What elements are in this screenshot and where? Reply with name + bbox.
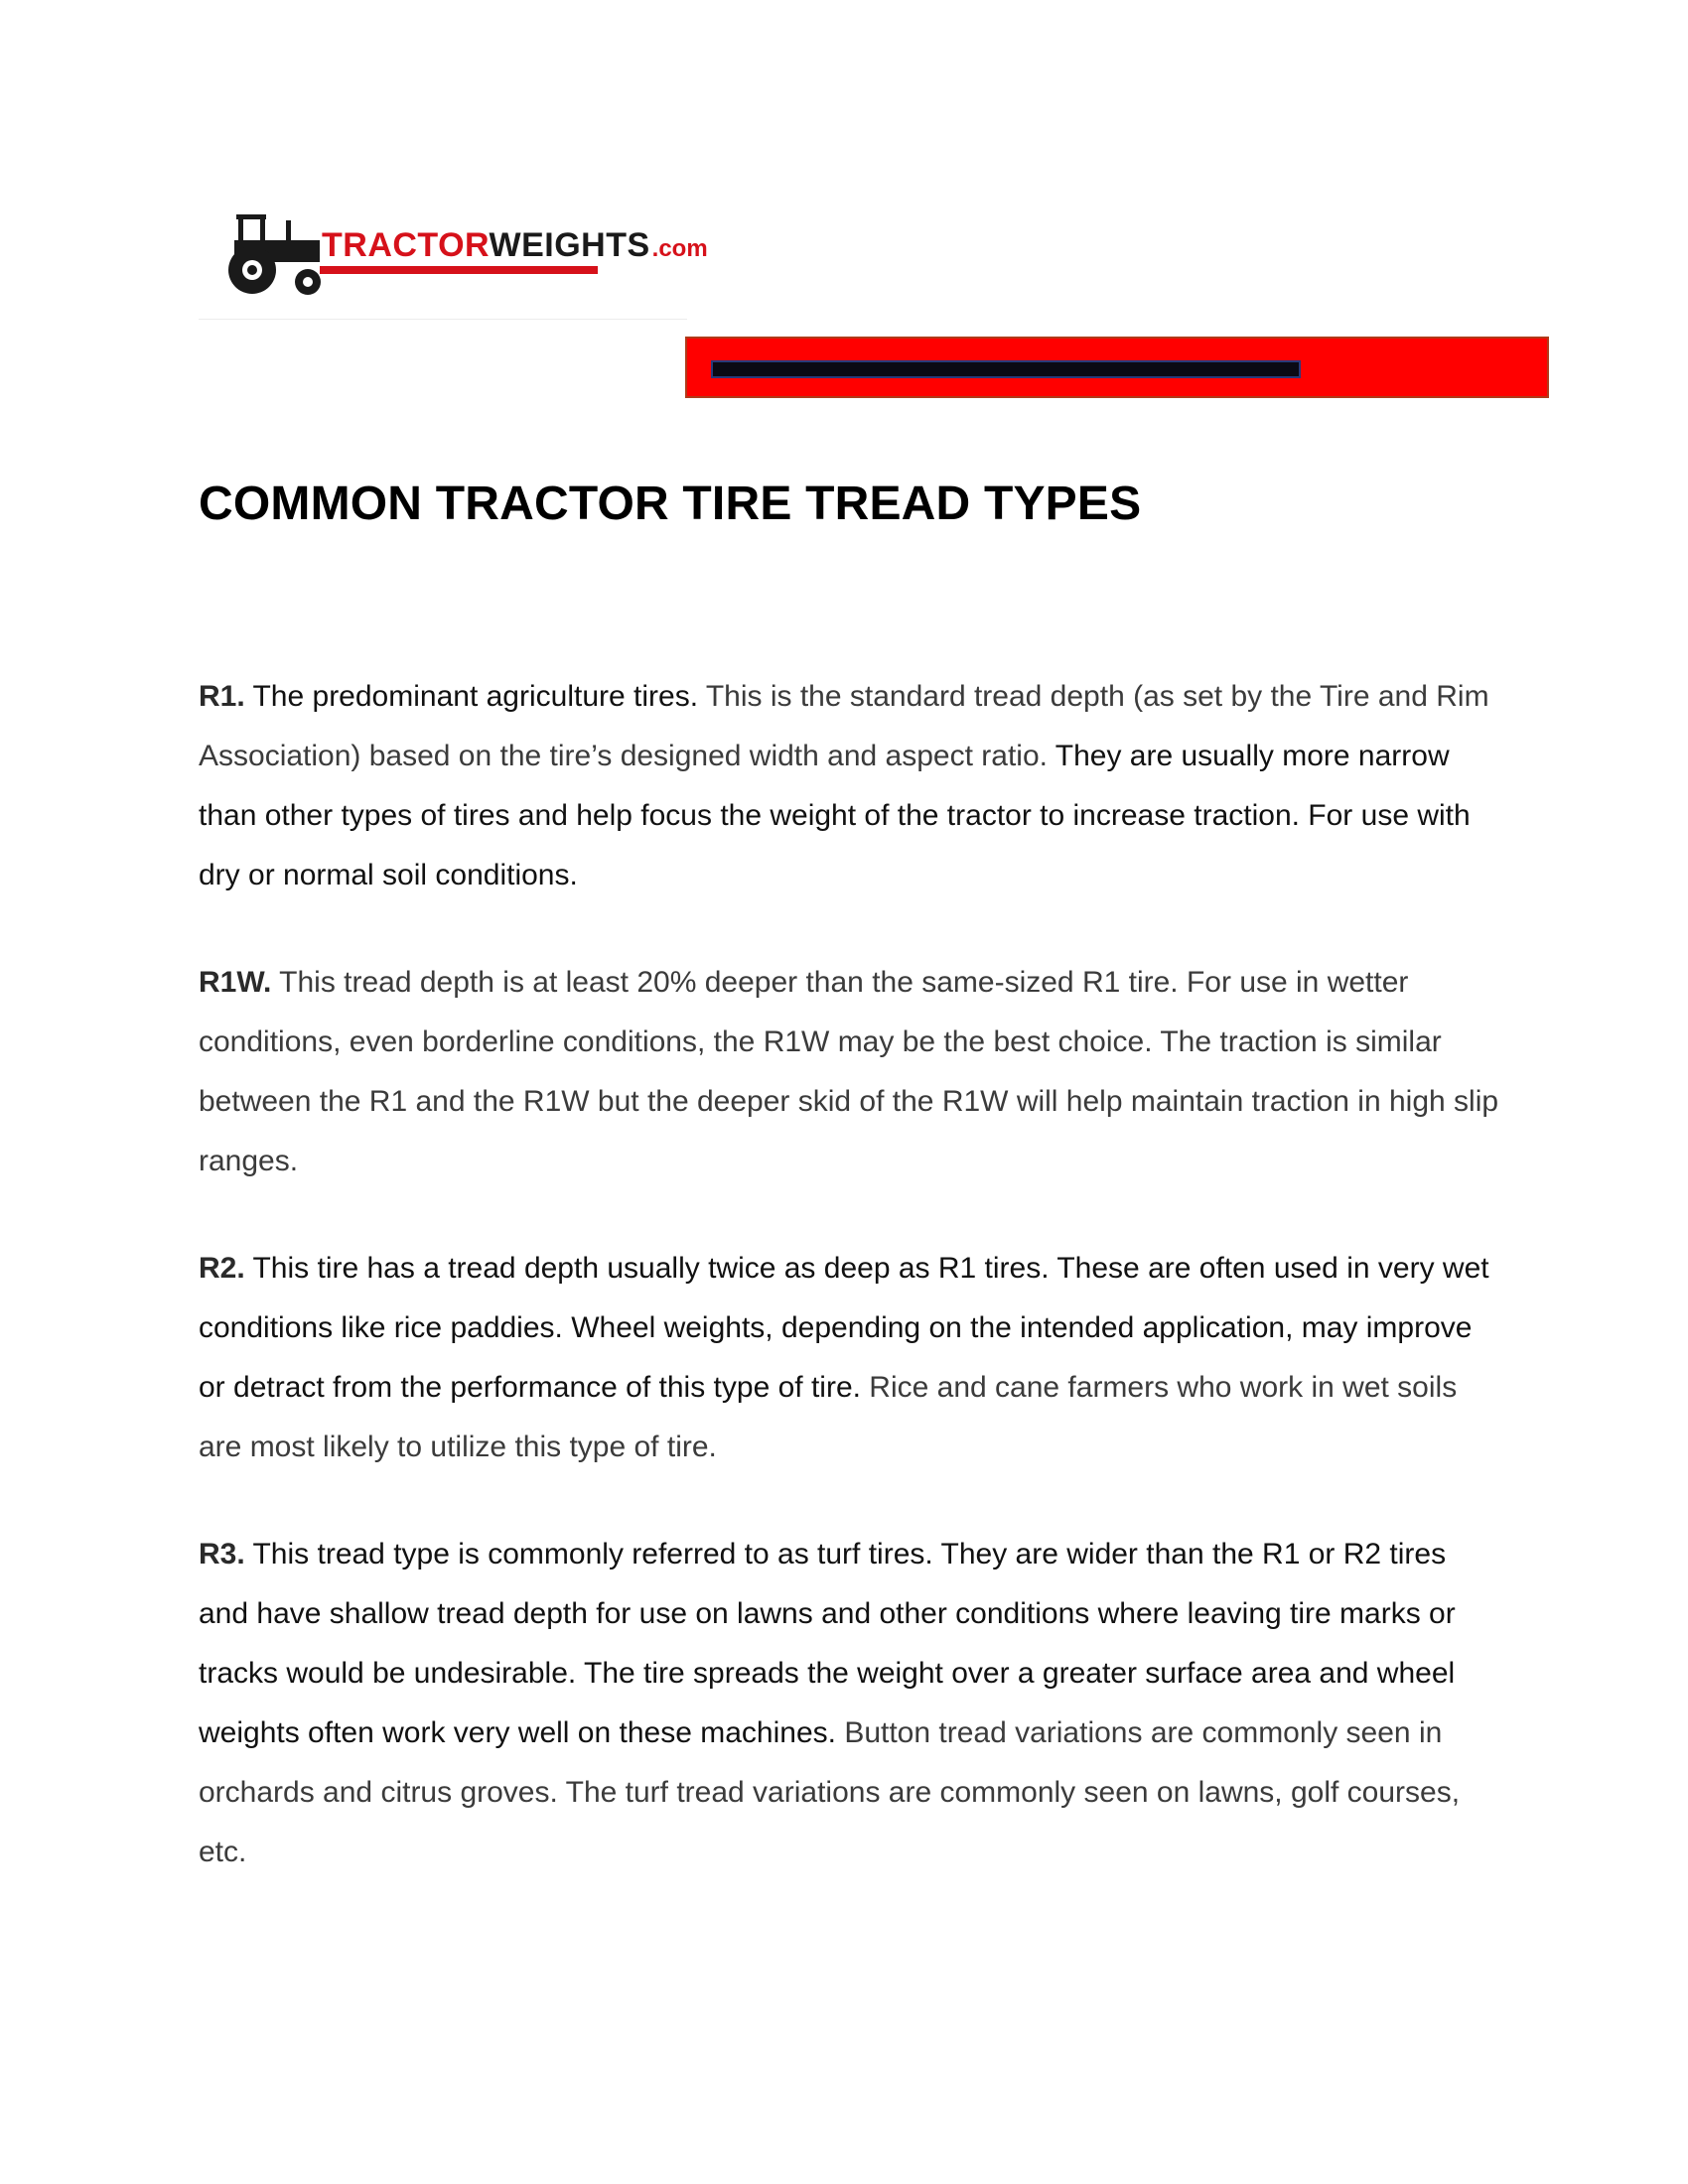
- document-body: [199, 667, 1499, 1930]
- section-r1w: [199, 953, 1499, 1191]
- section-text: The predominant agriculture tires.: [244, 680, 706, 713]
- term-label: R1.: [199, 680, 245, 713]
- logo-domain-text: .com: [651, 235, 708, 262]
- section-r1: [199, 667, 1499, 905]
- logo-underline: [320, 266, 598, 274]
- logo-tractor-text: TRACTOR: [322, 226, 490, 264]
- section-text: They are usually more narrow than other types of tires and help focus the weight of the tractor to increase traction. For use with dry or normal soil conditions.: [199, 740, 1471, 891]
- section-text-secondary: Button tread variations are commonly seen in orchards and citrus groves. The turf tread variations are commonly seen on lawns, golf courses, etc.: [199, 1716, 1461, 1868]
- section-text-secondary: This is the standard tread depth (as set by the Tire and Rim Association) based on the tire’s designed width and aspect ratio.: [199, 680, 1489, 772]
- section-text-secondary: This tread depth is at least 20% deeper than the same-sized R1 tire. For use in wetter conditions, even borderline conditions, the R1W may be the best choice. The traction is similar between the R1 and the R1W but the deeper skid of the R1W will help maintain traction in high slip ranges.: [199, 966, 1499, 1177]
- section-text: This tread type is commonly referred to as turf tires. They are wider than the R1 or R2 tires and have shallow tread depth for use on lawns and other conditions where leaving tire marks or tracks would be undesirable. The tire spreads the weight over a greater surface area and wheel weights often work very well on these machines.: [199, 1538, 1456, 1749]
- tractorweights-logo[interactable]: [224, 210, 708, 310]
- banner-redaction-bar: [711, 360, 1301, 378]
- page-title: COMMON TRACTOR TIRE TREAD TYPES: [199, 478, 1142, 530]
- section-r3: [199, 1525, 1499, 1882]
- logo-wordmark: [322, 228, 708, 262]
- tractor-icon: [224, 210, 324, 300]
- term-label: R2.: [199, 1252, 245, 1285]
- section-text-secondary: Rice and cane farmers who work in wet soils are most likely to utilize this type of tire.: [199, 1371, 1458, 1463]
- header-banner: [685, 337, 1549, 398]
- section-r2: [199, 1239, 1499, 1477]
- term-label: R1W.: [199, 966, 272, 999]
- header-divider: [199, 319, 687, 320]
- logo-weights-text: WEIGHTS: [489, 226, 650, 264]
- term-label: R3.: [199, 1538, 245, 1570]
- section-text: This tire has a tread depth usually twice as deep as R1 tires. These are often used in very wet conditions like rice paddies. Wheel weights, depending on the intended application, may improve or detract from the performance of this type of tire.: [199, 1252, 1489, 1404]
